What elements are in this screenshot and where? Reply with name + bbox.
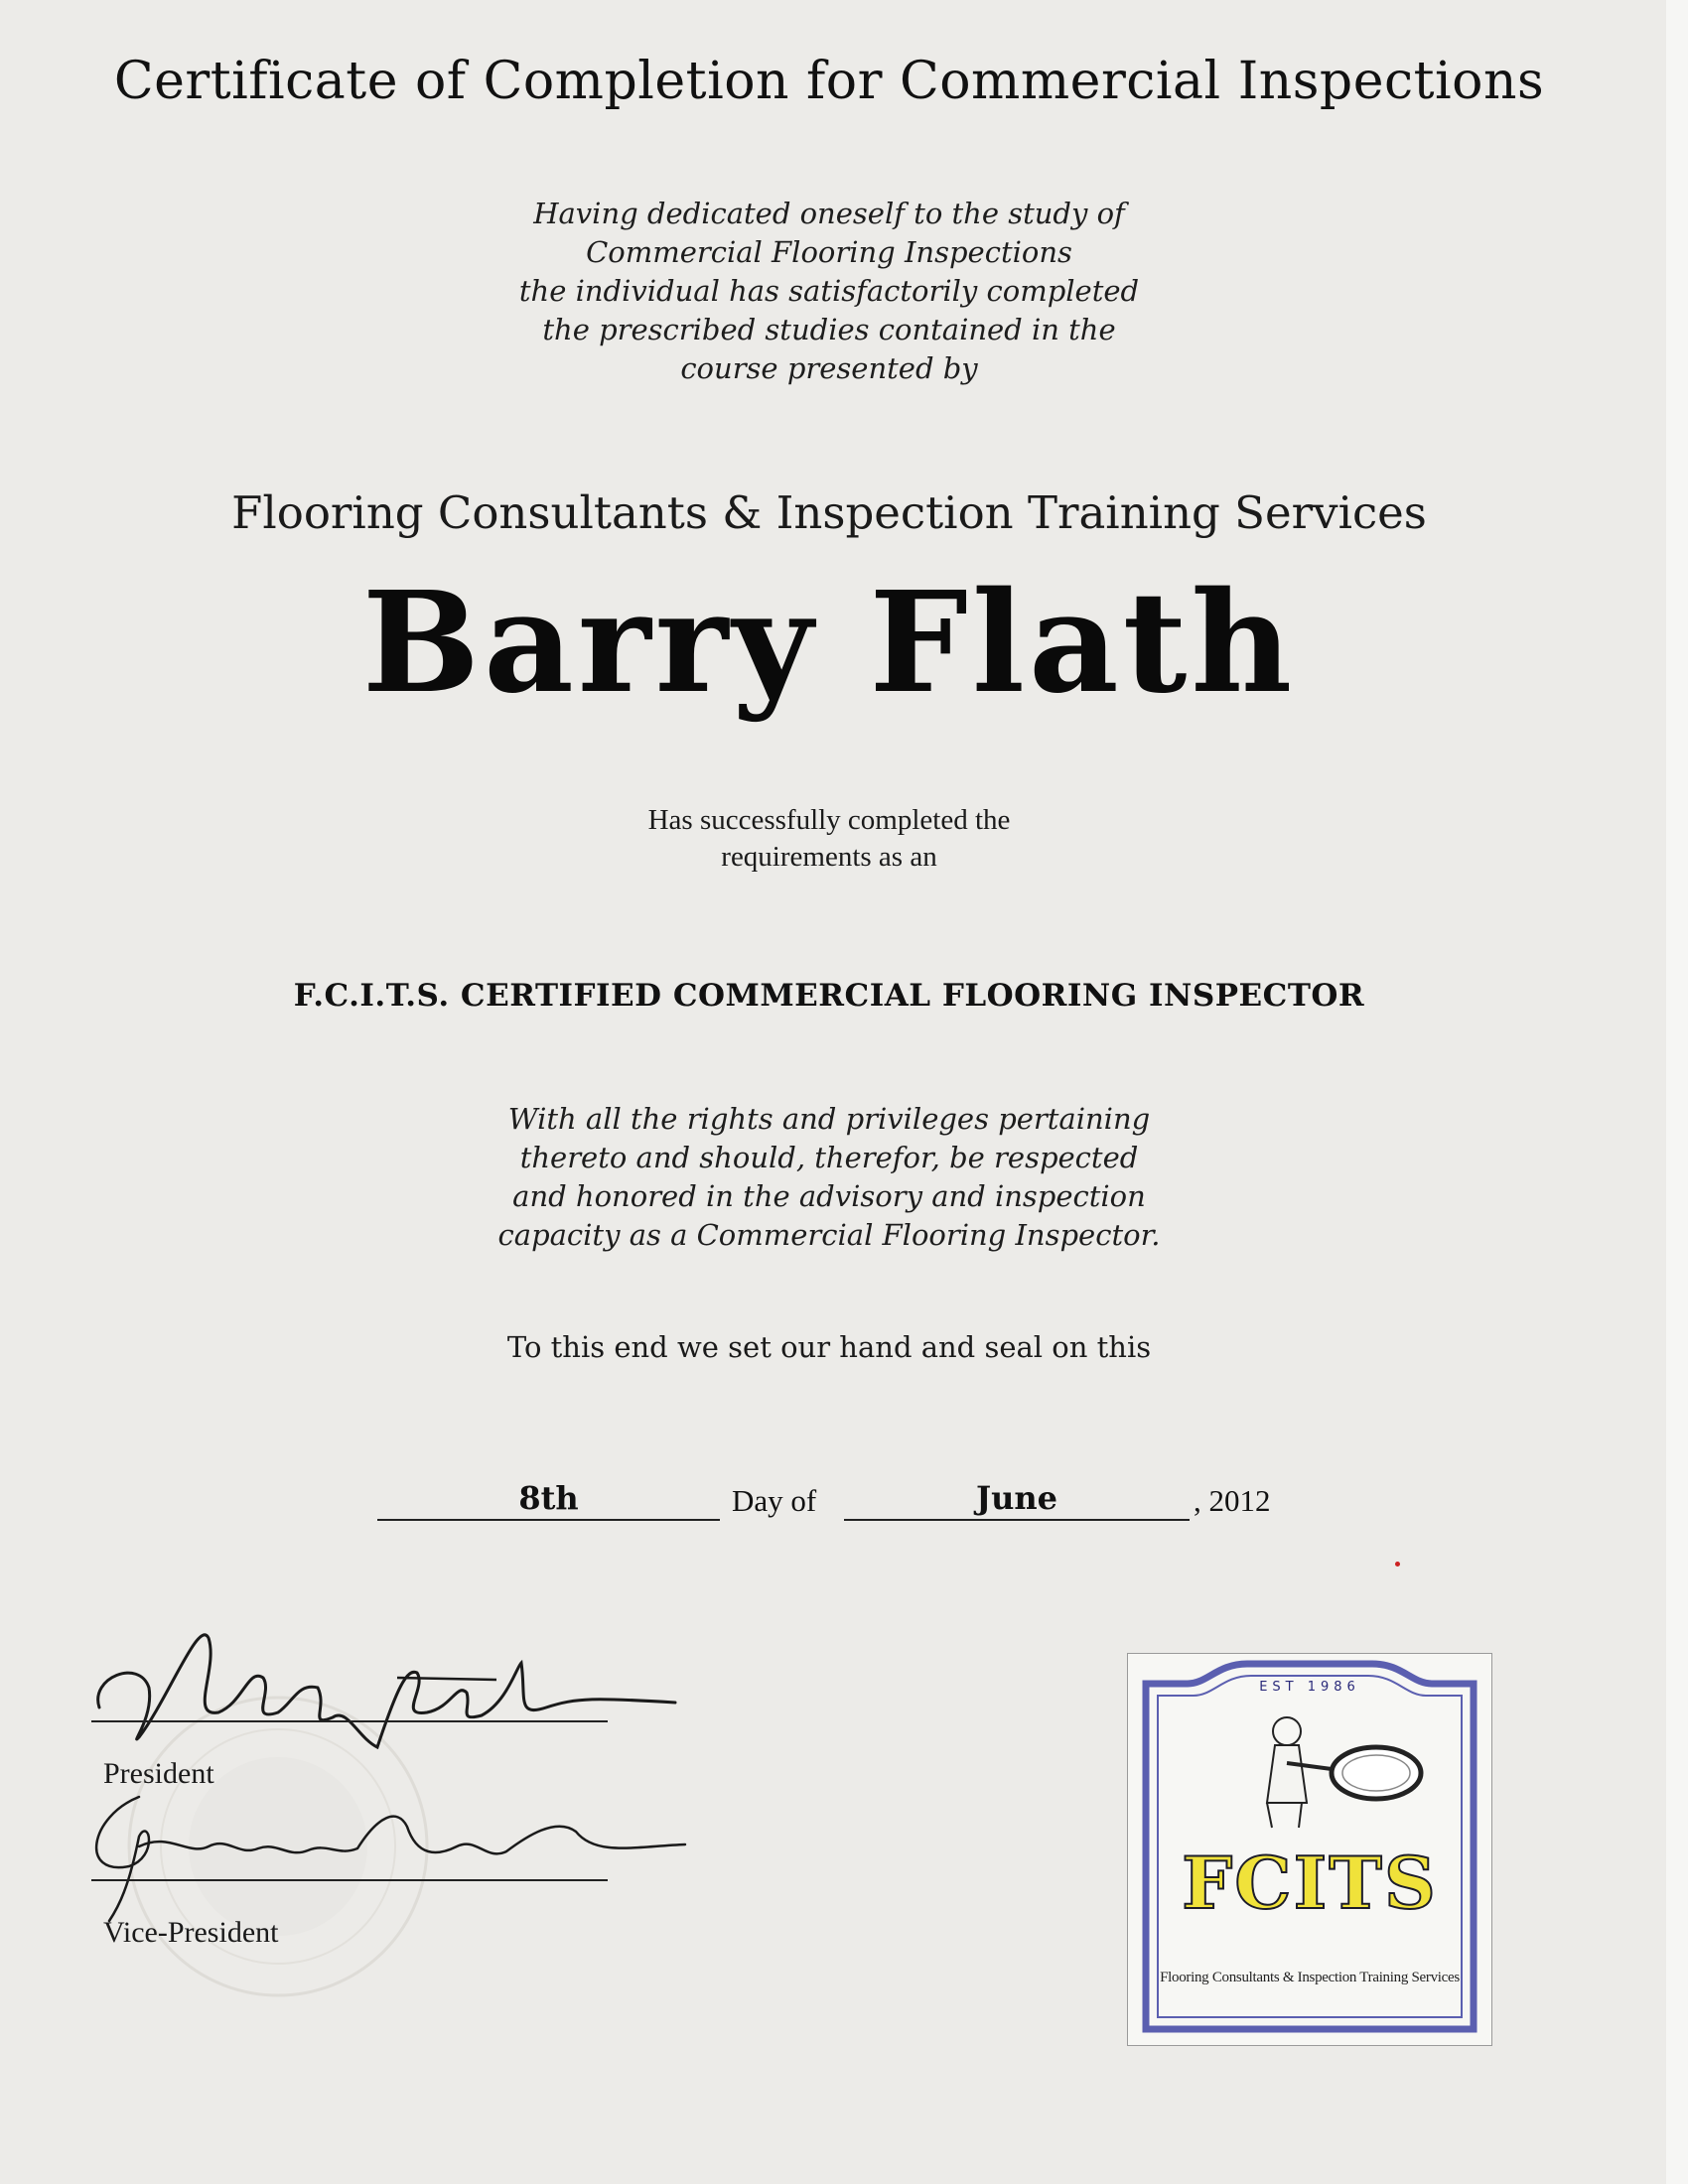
month-value: June bbox=[975, 1479, 1058, 1517]
vice-president-signature-line bbox=[91, 1879, 608, 1881]
logo-letters: FCITS bbox=[1182, 1841, 1438, 1925]
vice-president-signature-icon bbox=[79, 1777, 695, 1926]
president-signature-line bbox=[91, 1720, 608, 1722]
completion-line: requirements as an bbox=[721, 841, 937, 873]
day-blank bbox=[377, 1479, 720, 1521]
logo-subtitle: Flooring Consultants & Inspection Training Services bbox=[1160, 1970, 1460, 1985]
rights-paragraph bbox=[0, 1100, 1658, 1255]
fcits-logo bbox=[1127, 1653, 1492, 2046]
completion-line: Has successfully completed the bbox=[647, 804, 1011, 836]
intro-paragraph bbox=[0, 195, 1658, 388]
intro-line: course presented by bbox=[680, 351, 978, 385]
rights-line: With all the rights and privileges pertaining bbox=[507, 1102, 1151, 1136]
intro-line: Having dedicated oneself to the study of bbox=[533, 197, 1125, 230]
month-blank bbox=[844, 1479, 1190, 1521]
vice-president-label: Vice-President bbox=[103, 1916, 279, 1949]
president-label: President bbox=[103, 1757, 214, 1790]
certificate-title: Certificate of Completion for Commercial Inspections bbox=[113, 52, 1545, 111]
rights-line: and honored in the advisory and inspection bbox=[512, 1179, 1146, 1213]
intro-line: the prescribed studies contained in the bbox=[542, 313, 1116, 346]
logo-established: EST 1986 bbox=[1259, 1680, 1360, 1695]
day-value: 8th bbox=[518, 1479, 579, 1517]
recipient-name: Barry Flath bbox=[361, 562, 1297, 725]
organization-name: Flooring Consultants & Inspection Training Services bbox=[231, 486, 1427, 539]
president-signature-icon bbox=[79, 1598, 695, 1777]
red-mark bbox=[1395, 1562, 1400, 1567]
page-edge bbox=[1666, 0, 1688, 2184]
certification-designation: F.C.I.T.S. CERTIFIED COMMERCIAL FLOORING INSPECTOR bbox=[293, 978, 1365, 1014]
intro-line: the individual has satisfactorily completed bbox=[518, 274, 1140, 308]
date-line bbox=[377, 1479, 1311, 1529]
seal-statement: To this end we set our hand and seal on this bbox=[506, 1330, 1152, 1364]
rights-line: capacity as a Commercial Flooring Inspector. bbox=[497, 1218, 1161, 1252]
year-value: , 2012 bbox=[1194, 1483, 1271, 1518]
completion-statement bbox=[0, 802, 1658, 876]
intro-line: Commercial Flooring Inspections bbox=[586, 235, 1072, 269]
day-of-label: Day of bbox=[732, 1483, 817, 1518]
rights-line: thereto and should, therefor, be respected bbox=[519, 1141, 1139, 1174]
